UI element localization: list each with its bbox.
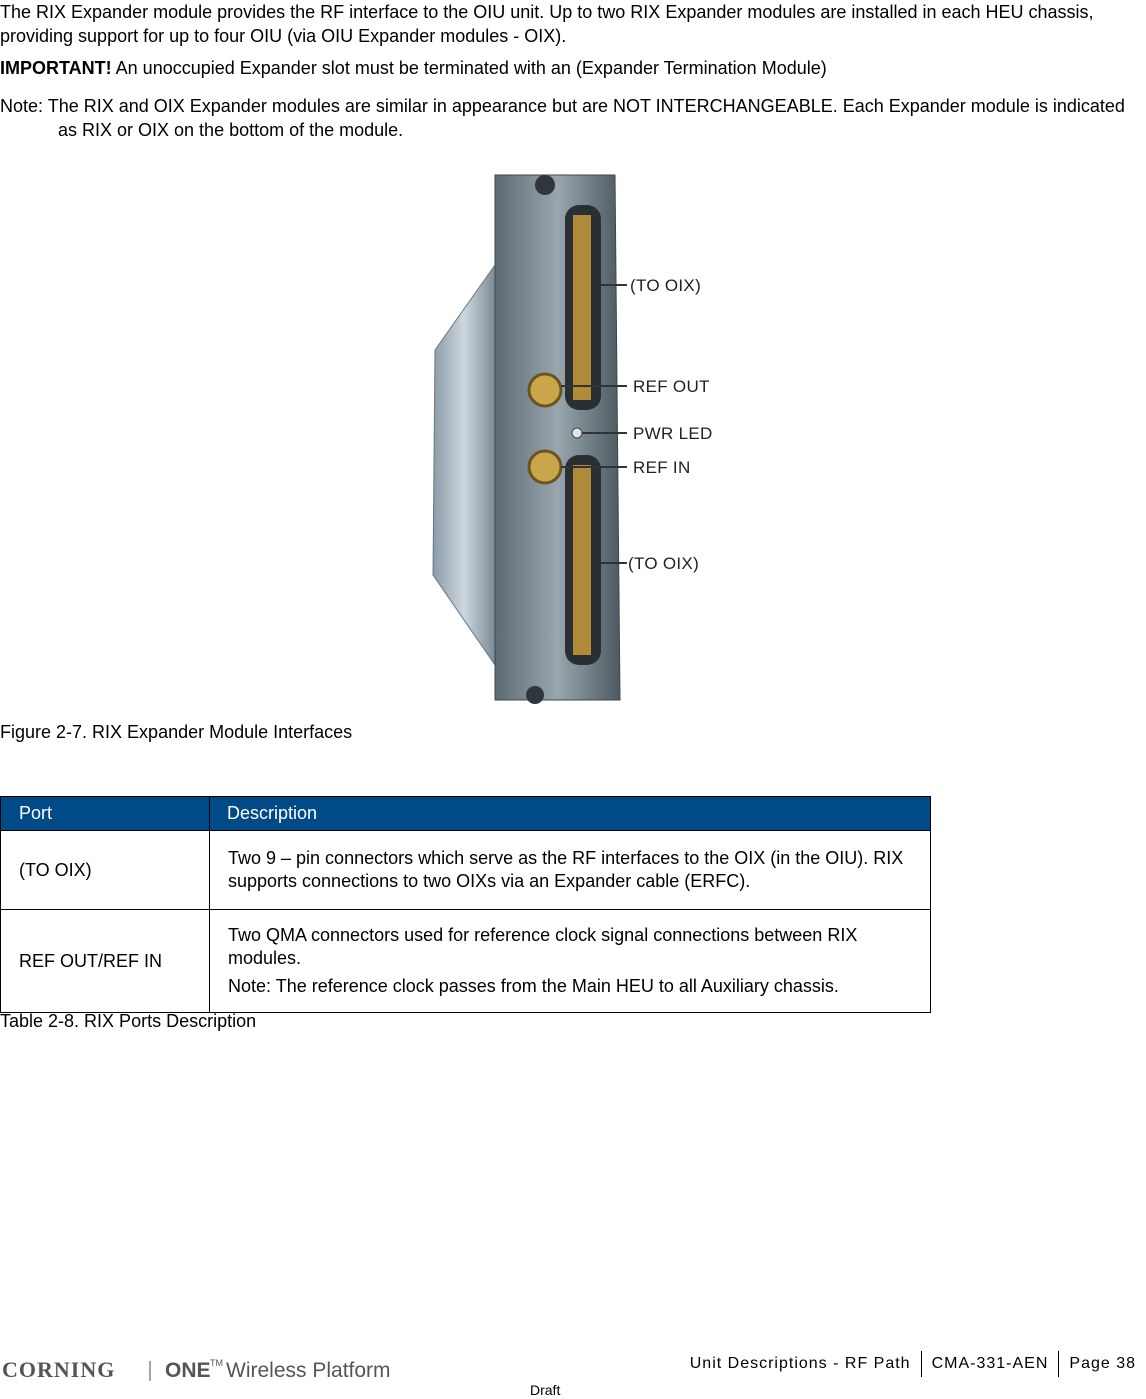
pwr-led <box>572 428 582 438</box>
logo-wireless-text: Wireless Platform <box>226 1359 391 1382</box>
important-text: An unoccupied Expander slot must be terminated with an (Expander Termination Module) <box>111 58 827 78</box>
footer-info <box>680 1352 1146 1376</box>
callout-ref-in: REF IN <box>633 458 691 477</box>
description-note: Note: The reference clock passes from the Main HEU to all Auxiliary chassis. <box>228 976 839 996</box>
footer-doc-id: CMA-331-AEN <box>931 1355 1049 1372</box>
important-notice <box>0 56 827 80</box>
callout-ref-out: REF OUT <box>633 377 710 396</box>
figure-caption: Figure 2-7. RIX Expander Module Interfaces <box>0 722 353 742</box>
corning-one-logo <box>2 1355 422 1387</box>
header-description: Description <box>210 797 931 831</box>
table-header-row <box>1 797 931 831</box>
logo-corning-text: CORNING <box>2 1357 116 1382</box>
table-caption: Table 2-8. RIX Ports Description <box>0 1011 257 1031</box>
connector-bottom <box>565 455 601 665</box>
interchangeable-note: Note: The RIX and OIX Expander modules are similar in appearance but are NOT INTERCHANGEABLE. Each Expander module is indicated as RIX or OIX on the bottom of the module. <box>0 96 1125 140</box>
callout-pwr-led: PWR LED <box>633 424 713 443</box>
description-cell: Two 9 – pin connectors which serve as the RF interfaces to the OIX (in the OIU). RIX supports connections to two OIXs via an Expander cable (ERFC). <box>210 831 931 910</box>
callout-to-oix-top: (TO OIX) <box>630 276 702 295</box>
ref-in-connector <box>529 451 561 483</box>
ref-out-connector <box>529 374 561 406</box>
intro-paragraph: The RIX Expander module provides the RF interface to the OIU unit. Up to two RIX Expander modules are installed in each HEU chassis, providing support for up to four OIU (via OIU Expander modules - OIX). <box>0 2 1094 46</box>
logo-tm-text: TM <box>210 1358 223 1368</box>
table-row <box>1 831 931 910</box>
callout-to-oix-bottom: (TO OIX) <box>628 554 700 573</box>
important-label: IMPORTANT! <box>0 58 112 78</box>
table-row <box>1 910 931 1013</box>
connector-top <box>565 205 601 410</box>
port-cell: REF OUT/REF IN <box>1 910 210 1013</box>
description-text: Two QMA connectors used for reference clock signal connections between RIX modules. <box>228 925 858 968</box>
description-cell <box>210 910 931 1013</box>
header-port: Port <box>1 797 210 831</box>
footer-section: Unit Descriptions - RF Path <box>689 1355 911 1372</box>
port-cell: (TO OIX) <box>1 831 210 910</box>
rix-expander-module-figure <box>425 165 735 710</box>
footer-page: Page 38 <box>1069 1355 1136 1372</box>
logo-one-text: ONE <box>165 1359 211 1382</box>
draft-label: Draft <box>530 1382 561 1398</box>
ports-table <box>0 796 931 1013</box>
